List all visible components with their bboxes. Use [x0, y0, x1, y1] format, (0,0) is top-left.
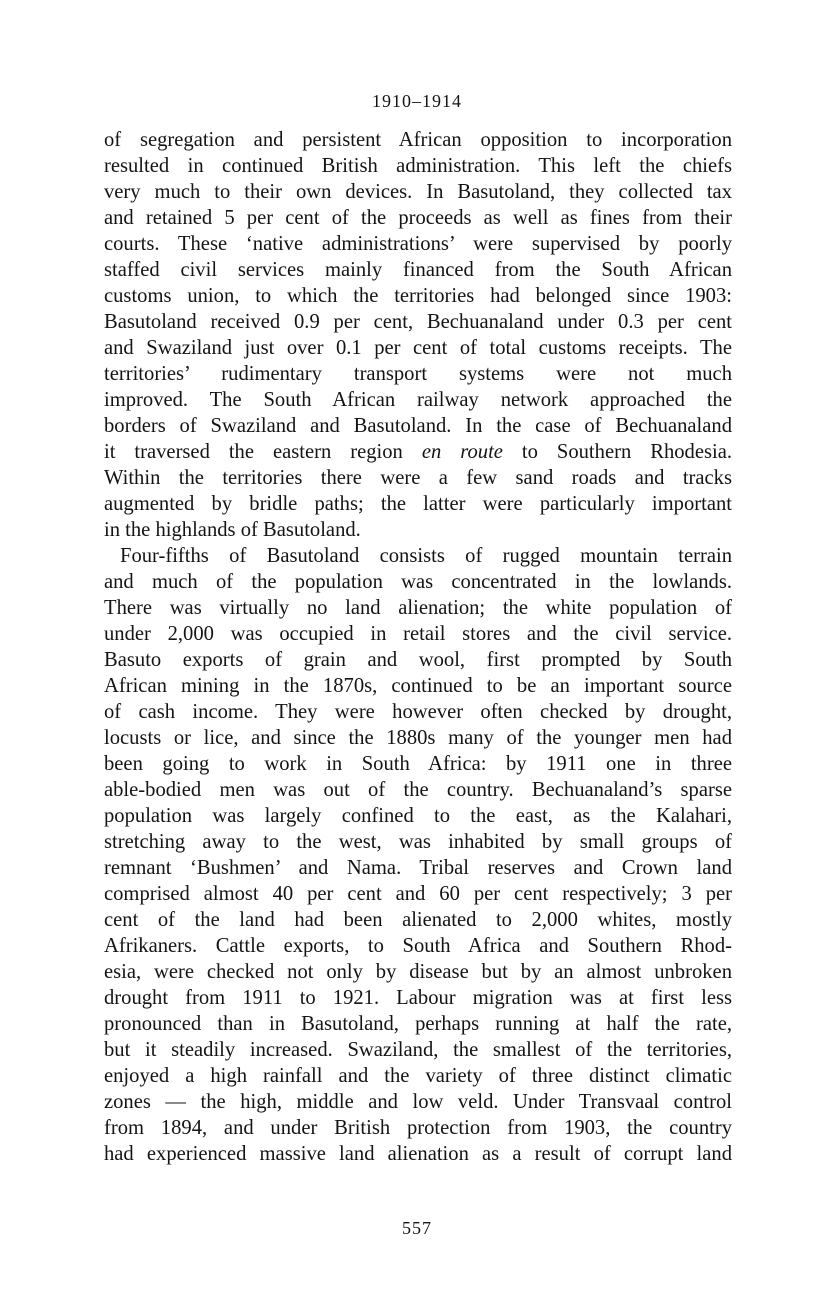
text-line: able-bodied men was out of the country. Bechuanaland’s sparse [104, 779, 732, 801]
text-line: stretching away to the west, was inhabited by small groups of [104, 831, 732, 853]
text-line: augmented by bridle paths; the latter were particularly important [104, 493, 732, 515]
text-line: it traversed the eastern region en route to Southern Rhodesia. [104, 441, 733, 463]
text-line: and much of the population was concentrated in the lowlands. [104, 571, 732, 593]
page-number: 557 [402, 1218, 432, 1238]
text-line: esia, were checked not only by disease but by an almost unbroken [104, 961, 732, 983]
text-line: pronounced than in Basutoland, perhaps running at half the rate, [104, 1013, 732, 1035]
text-line: comprised almost 40 per cent and 60 per cent respectively; 3 per [104, 883, 732, 905]
text-line: Afrikaners. Cattle exports, to South Africa and Southern Rhod- [104, 935, 732, 957]
text-line: and Swaziland just over 0.1 per cent of total customs receipts. The [104, 337, 732, 359]
text-line: very much to their own devices. In Basutoland, they collected tax [104, 181, 732, 203]
text-line: customs union, to which the territories had belonged since 1903: [104, 285, 732, 307]
text-line: locusts or lice, and since the 1880s many of the younger men had [104, 727, 732, 749]
text-line: Basuto exports of grain and wool, first prompted by South [104, 649, 732, 671]
text-line: in the highlands of Basutoland. [104, 519, 361, 541]
text-line: been going to work in South Africa: by 1911 one in three [104, 753, 732, 775]
text-line: courts. These ‘native administrations’ were supervised by poorly [104, 233, 732, 255]
running-head: 1910–1914 [372, 91, 462, 111]
text-line: drought from 1911 to 1921. Labour migration was at first less [104, 987, 732, 1009]
text-line: but it steadily increased. Swaziland, the smallest of the territories, [104, 1039, 732, 1061]
text-line: resulted in continued British administration. This left the chiefs [104, 155, 732, 177]
italic-phrase: en route [421, 441, 503, 463]
body-text [104, 127, 732, 1167]
text-line: had experienced massive land alienation as a result of corrupt land [104, 1143, 732, 1165]
text-line: cent of the land had been alienated to 2,000 whites, mostly [104, 909, 732, 931]
text-line: borders of Swaziland and Basutoland. In the case of Bechuanaland [104, 415, 732, 437]
text-line: under 2,000 was occupied in retail stores and the civil service. [104, 623, 732, 645]
text-line: and retained 5 per cent of the proceeds as well as fines from their [104, 207, 732, 229]
text-line: zones — the high, middle and low veld. Under Transvaal control [104, 1091, 732, 1113]
text-line: remnant ‘Bushmen’ and Nama. Tribal reserves and Crown land [104, 857, 732, 879]
text-line: from 1894, and under British protection from 1903, the country [104, 1117, 732, 1139]
text-line: of cash income. They were however often checked by drought, [104, 701, 732, 723]
text-line: Basutoland received 0.9 per cent, Bechuanaland under 0.3 per cent [104, 311, 732, 333]
text-line: staffed civil services mainly financed from the South African [104, 259, 732, 281]
text-line: improved. The South African railway network approached the [104, 389, 732, 411]
text-line: enjoyed a high rainfall and the variety of three distinct climatic [104, 1065, 732, 1087]
text-line: population was largely confined to the east, as the Kalahari, [104, 805, 732, 827]
text-line: Within the territories there were a few sand roads and tracks [104, 467, 732, 489]
text-line: There was virtually no land alienation; the white population of [104, 597, 732, 619]
text-line: of segregation and persistent African opposition to incorporation [104, 129, 732, 151]
text-line: African mining in the 1870s, continued to be an important source [104, 675, 732, 697]
text-line: Four-fifths of Basutoland consists of rugged mountain terrain [120, 545, 732, 567]
text-line: territories’ rudimentary transport systems were not much [104, 363, 732, 385]
